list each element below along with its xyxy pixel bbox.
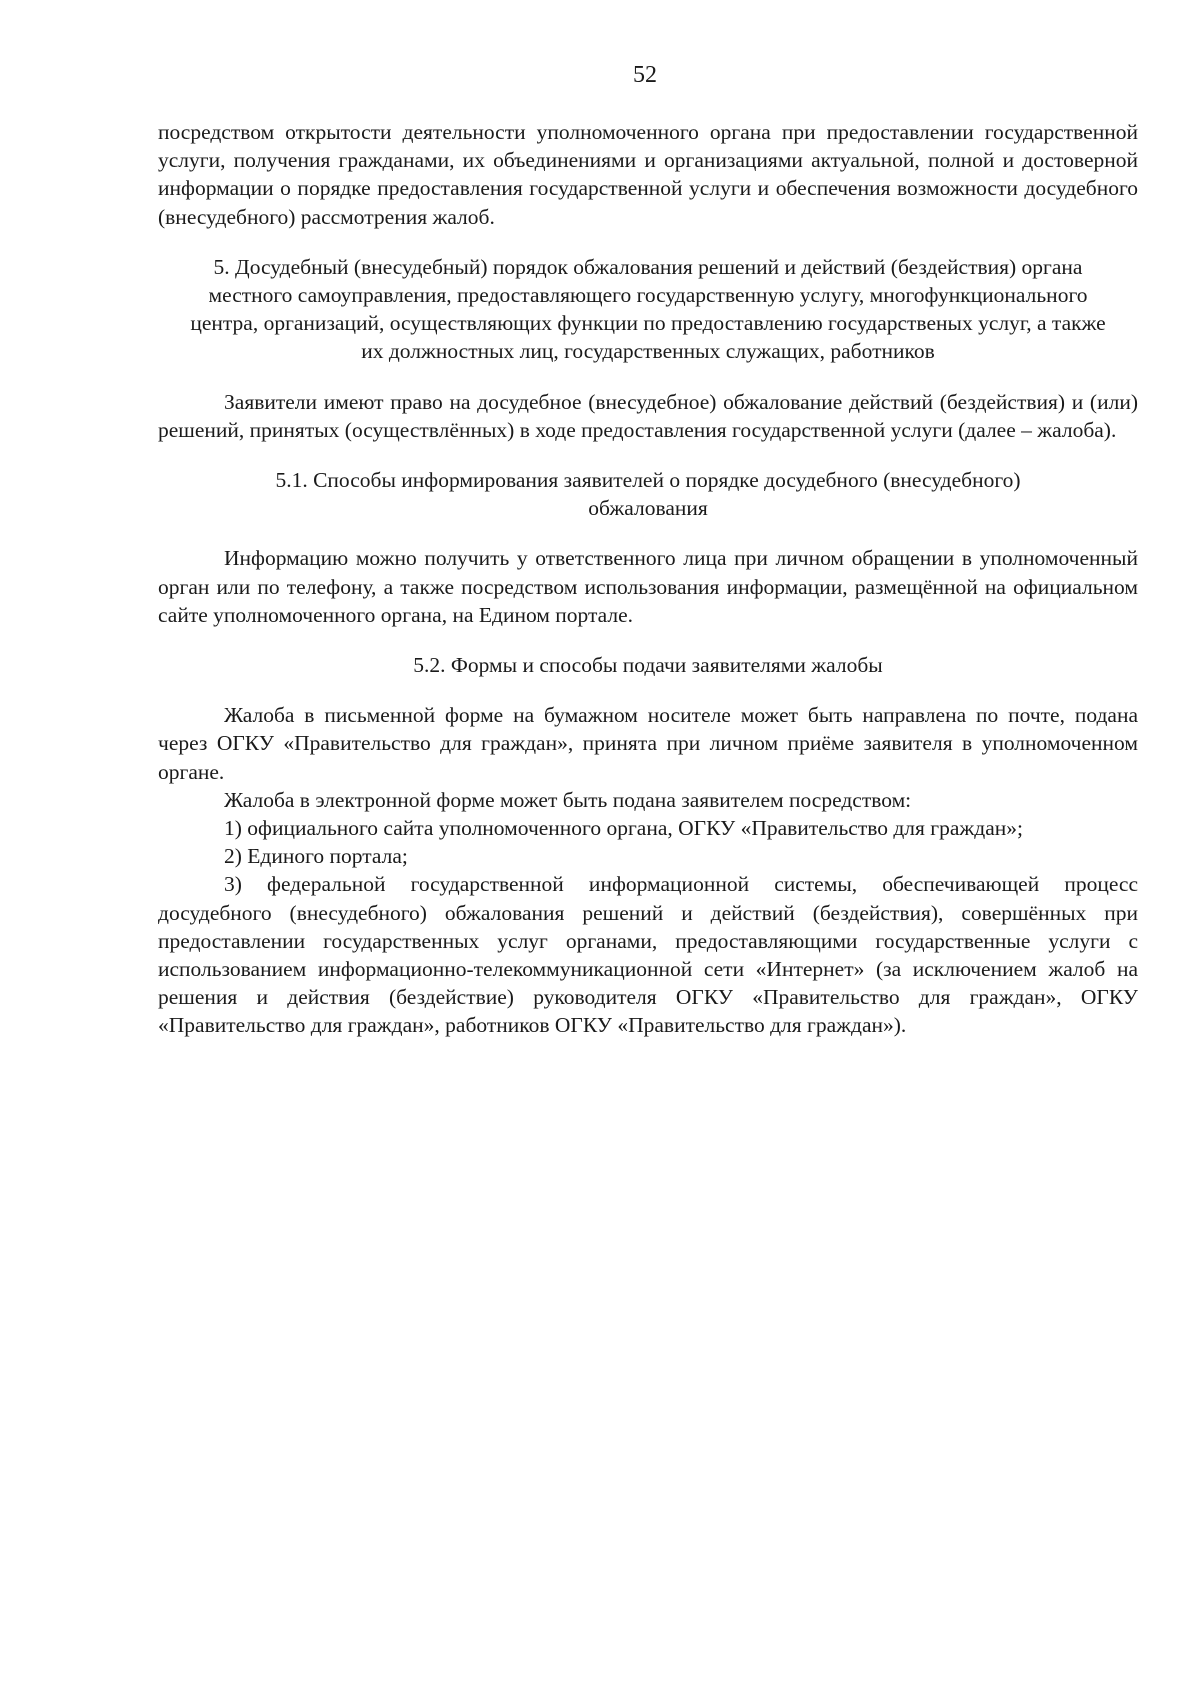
paragraph-electronic-complaint: Жалоба в электронной форме может быть подана заявителем посредством: bbox=[224, 787, 912, 812]
paragraph-information: Информацию можно получить у ответственного лица при личном обращении в уполномоченный орган или по телефону, а также посредством использования информации, размещённой на официальном сайте уполномоченного органа, на Едином портале. bbox=[158, 546, 1138, 627]
section-heading-5-1: 5.1. Способы информирования заявителей о порядке досудебного (внесудебного) обжалования bbox=[275, 468, 1021, 521]
paragraph-paper-complaint: Жалоба в письменной форме на бумажном носителе может быть направлена по почте, подана через ОГКУ «Правительство для граждан», принята при личном приёме заявителя в уполномоченном органе. bbox=[158, 703, 1138, 784]
paragraph-continuation: посредством открытости деятельности уполномоченного органа при предоставлении государственной услуги, получения гражданами, их объединениями и организациями актуальной, полной и достоверной информации о порядке предоставления государственной услуги и обеспечения возможности досудебного (внесудебного) рассмотрения жалоб. bbox=[158, 120, 1138, 229]
page-number: 52 bbox=[633, 62, 657, 88]
list-item-1: 1) официального сайта уполномоченного органа, ОГКУ «Правительство для граждан»; bbox=[224, 816, 1023, 841]
list-item-2: 2) Единого портала; bbox=[224, 844, 408, 869]
list-item-3: 3) федеральной государственной информационной системы, обеспечивающей процесс досудебного (внесудебного) обжалования решений и действий (бездействия), совершённых при предоставлении государственных услуг органами, предоставляющими государственные услуги с использованием информационно-телекоммуникационной сети «Интернет» (за исключением жалоб на решения и действия (бездействие) руководителя ОГКУ «Правительство для граждан», ОГКУ «Правительство для граждан», работников ОГКУ «Правительство для граждан»). bbox=[158, 872, 1138, 1038]
section-heading-5-2: 5.2. Формы и способы подачи заявителями жалобы bbox=[413, 653, 883, 678]
document-body bbox=[158, 118, 1138, 1040]
section-heading-5: 5. Досудебный (внесудебный) порядок обжалования решений и действий (бездействия) органа местного самоуправления, предоставляющего государственную услугу, многофункционального центра, организаций, осуществляющих функции по предоставлению государственых услуг, а также их должностных лиц, государственных служащих, работников bbox=[190, 254, 1106, 364]
paragraph-right-to-appeal: Заявители имеют право на досудебное (внесудебное) обжалование действий (бездействия) и (или) решений, принятых (осуществлённых) в ходе предоставления государственной услуги (далее – жалоба). bbox=[158, 389, 1138, 442]
